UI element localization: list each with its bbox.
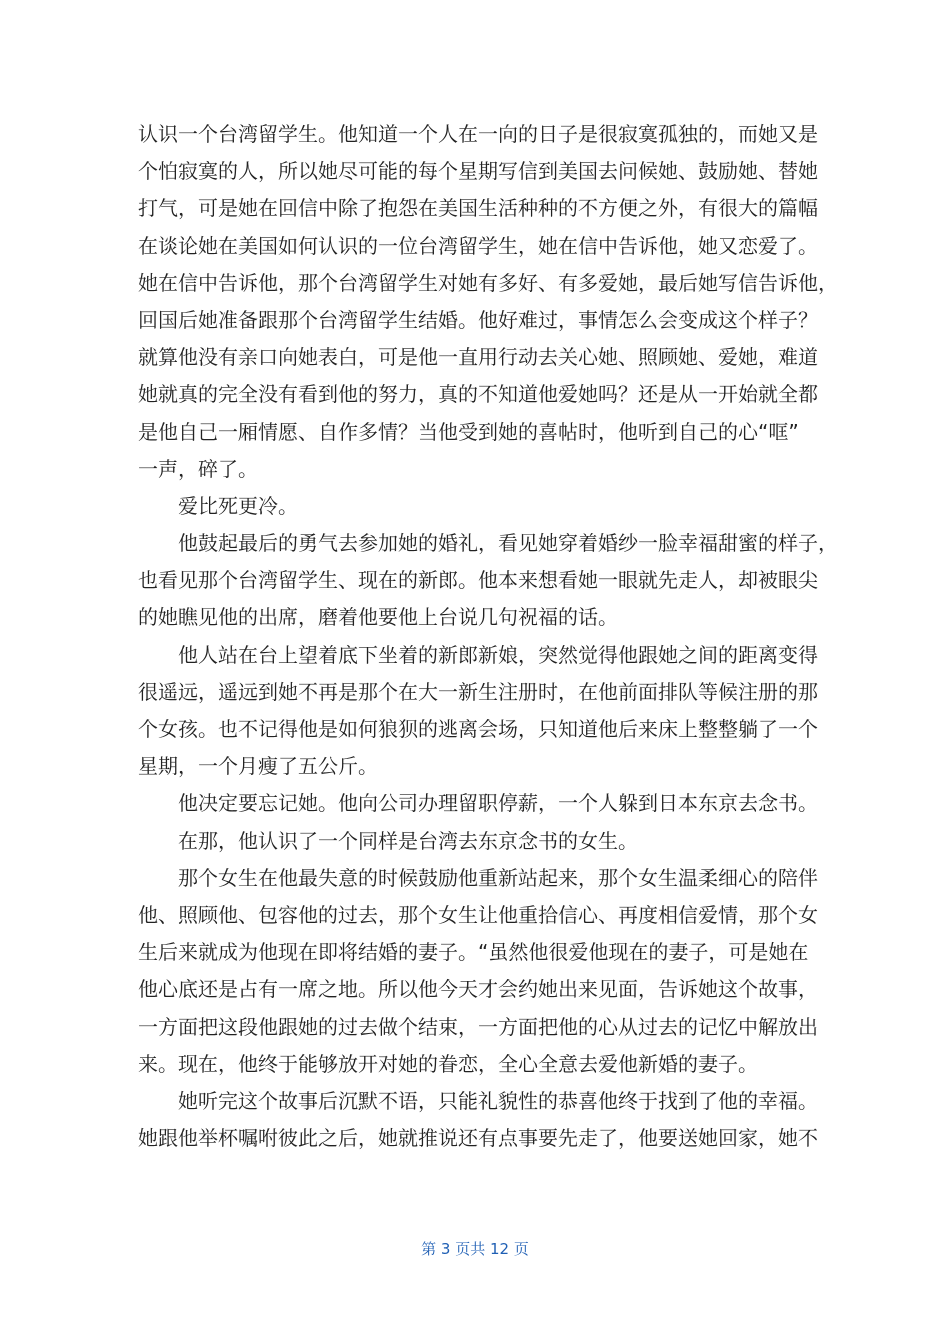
text-line: 星期，一个月瘦了五公斤。: [138, 754, 378, 779]
text-line: 她就真的完全没有看到他的努力，真的不知道他爱她吗？还是从一开始就全都: [138, 382, 818, 407]
text-line: 她跟他举杯嘱咐彼此之后，她就推说还有点事要先走了，他要送她回家，她不: [138, 1126, 818, 1151]
page-number-footer: 第 3 页共 12 页: [421, 1240, 529, 1258]
text-line: 他心底还是占有一席之地。所以他今天才会约她出来见面，告诉她这个故事，: [138, 977, 818, 1002]
text-line: 就算他没有亲口向她表白，可是他一直用行动去关心她、照顾她、爱她，难道: [138, 345, 818, 370]
text-line: 那个女生在他最失意的时候鼓励他重新站起来，那个女生温柔细心的陪伴: [178, 865, 818, 890]
text-line: 是他自己一厢情愿、自作多情？当他受到她的喜帖时，他听到自己的心“哐”: [138, 419, 799, 444]
document-body: [138, 116, 838, 1157]
text-line: 在谈论她在美国如何认识的一位台湾留学生，她在信中告诉他，她又恋爱了。: [138, 233, 818, 258]
text-line: 他人站在台上望着底下坐着的新郎新娘，突然觉得他跟她之间的距离变得: [178, 642, 818, 667]
text-line: 个怕寂寞的人，所以她尽可能的每个星期写信到美国去问候她、鼓励她、替她: [138, 159, 818, 184]
text-line: 她在信中告诉他，那个台湾留学生对她有多好、有多爱她，最后她写信告诉他，: [138, 270, 838, 295]
text-line: 认识一个台湾留学生。他知道一个人在一向的日子是很寂寞孤独的，而她又是: [138, 122, 818, 146]
text-line: 他决定要忘记她。他向公司办理留职停薪，一个人躲到日本东京去念书。: [178, 791, 818, 816]
text-line: 她听完这个故事后沉默不语，只能礼貌性的恭喜他终于找到了他的幸福。: [178, 1088, 818, 1113]
text-line: 在那，他认识了一个同样是台湾去东京念书的女生。: [178, 828, 638, 853]
text-line: 个女孩。也不记得他是如何狼狈的逃离会场，只知道他后来床上整整躺了一个: [138, 717, 818, 741]
text-line: 爱比死更冷。: [178, 493, 298, 518]
text-line: 生后来就成为他现在即将结婚的妻子。“虽然他很爱他现在的妻子，可是她在: [138, 940, 809, 965]
text-line: 回国后她准备跟那个台湾留学生结婚。他好难过，事情怎么会变成这个样子？: [138, 307, 818, 332]
text-line: 也看见那个台湾留学生、现在的新郎。他本来想看她一眼就先走人，却被眼尖: [138, 568, 818, 593]
text-line: 很遥远，遥远到她不再是那个在大一新生注册时，在他前面排队等候注册的那: [138, 679, 818, 704]
text-line: 打气，可是她在回信中除了抱怨在美国生活种种的不方便之外，有很大的篇幅: [138, 196, 818, 221]
text-line: 一方面把这段他跟她的过去做个结束，一方面把他的心从过去的记忆中解放出: [138, 1014, 818, 1039]
text-line: 他鼓起最后的勇气去参加她的婚礼，看见她穿着婚纱一脸幸福甜蜜的样子，: [178, 531, 838, 556]
text-line: 的她瞧见他的出席，磨着他要他上台说几句祝福的话。: [138, 605, 618, 630]
text-line: 一声，碎了。: [138, 456, 258, 481]
text-line: 他、照顾他、包容他的过去，那个女生让他重拾信心、再度相信爱情，那个女: [138, 902, 818, 927]
text-line: 来。现在，他终于能够放开对她的眷恋，全心全意去爱他新婚的妻子。: [138, 1051, 758, 1076]
